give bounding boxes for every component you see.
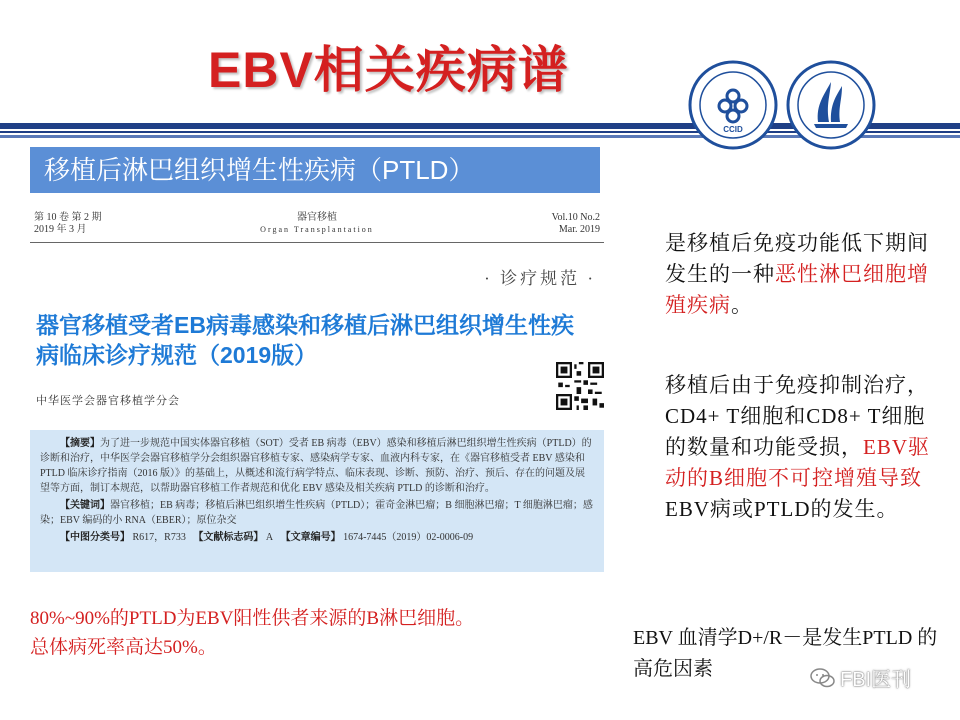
doc-label: 【文献标志码】 <box>193 532 264 543</box>
article-label: 【文章编号】 <box>280 532 341 543</box>
mechanism-plain: 移植后由于免疫抑制治疗，CD4+ T细胞和CD8+ T细胞的数量和功能受损， <box>665 373 929 459</box>
journal-volume: 第 10 卷 第 2 期 <box>34 212 102 223</box>
mechanism-highlight: EBV驱动的B细胞不可控增殖导致 <box>665 435 930 490</box>
cls-label: 【中图分类号】 <box>60 532 130 543</box>
abstract-text: 为了进一步规范中国实体器官移植（SOT）受者 EB 病毒（EBV）感染和移植后淋巴组织增生性疾病（PTLD）的诊断和治疗，中华医学会器官移植学分会组织器官移植专家、感染病学专家、血液内科专家，在《器官移植受者 EBV 感染和 PTLD 临床诊疗指南（2016 版）》的基础上，从概述和流行病学特点、临床表现、诊断、预防、治疗、预后、存在的问题及展望等方面，制订本规范，以帮助器官移植工作者规范和优化 EBV 感染及相关疾病 PTLD 的诊断和治疗。 <box>40 438 592 494</box>
journal-volume-en: Vol.10 No.2 <box>551 212 600 223</box>
definition-highlight: 恶性淋巴细胞增殖疾病 <box>665 262 929 317</box>
red-note <box>30 604 630 662</box>
journal-name: 器官移植 <box>297 212 337 223</box>
journal-section-label: · 诊疗规范 · <box>484 269 596 288</box>
definition-end: 。 <box>731 293 753 317</box>
journal-name-en: Organ Transplantation <box>260 225 374 234</box>
watermark-text: FBI医刊 <box>840 669 912 691</box>
mechanism-text <box>665 370 945 525</box>
classification-line <box>40 530 594 545</box>
abstract-label: 【摘要】 <box>60 438 100 449</box>
journal-date: 2019 年 3 月 <box>34 224 87 235</box>
watermark <box>810 663 911 692</box>
ccid-logo <box>688 60 778 150</box>
journal-article-title: 器官移植受者EB病毒感染和移植后淋巴组织增生性疾病临床诊疗规范（2019版） <box>36 312 574 368</box>
article-value: 1674-7445（2019）02-0006-09 <box>343 532 474 543</box>
cls-value: R617，R733 <box>132 532 186 543</box>
section-title-bar: 移植后淋巴组织增生性疾病（PTLD） <box>30 147 600 193</box>
journal-page <box>30 210 604 572</box>
slide-title: EBV相关疾病谱 <box>208 42 569 98</box>
abstract-paragraph <box>40 436 594 496</box>
zju-hospital-logo <box>786 60 876 150</box>
red-note-line-1: 80%~90%的PTLD为EBV阳性供者来源的B淋巴细胞。 <box>30 608 475 629</box>
red-note-line-2: 总体病死率高达50%。 <box>30 637 217 658</box>
keywords-paragraph <box>40 498 594 528</box>
keywords-label: 【关键词】 <box>60 500 110 511</box>
ccid-logo-text: CCID <box>723 125 743 134</box>
doc-value: A <box>265 532 274 543</box>
definition-plain: 是移植后免疫功能低下期间发生的一种 <box>665 231 929 286</box>
definition-text <box>665 228 945 321</box>
journal-date-en: Mar. 2019 <box>558 224 600 235</box>
keywords-text: 器官移植；EB 病毒；移植后淋巴组织增生性疾病（PTLD）；霍奇金淋巴瘤；B 细胞淋巴瘤；T 细胞淋巴瘤；感染；EBV 编码的小 RNA（EBER）；原位杂交 <box>40 500 593 526</box>
risk-factor-text: EBV 血清学D+/R－是发生PTLD 的高危因素 <box>633 627 938 680</box>
journal-header-rule <box>30 242 604 243</box>
wechat-icon <box>810 667 836 689</box>
journal-abstract <box>30 430 604 572</box>
qr-code-icon <box>556 362 604 410</box>
journal-author: 中华医学会器官移植学分会 <box>36 395 180 407</box>
mechanism-end: EBV病或PTLD的发生。 <box>665 497 899 521</box>
